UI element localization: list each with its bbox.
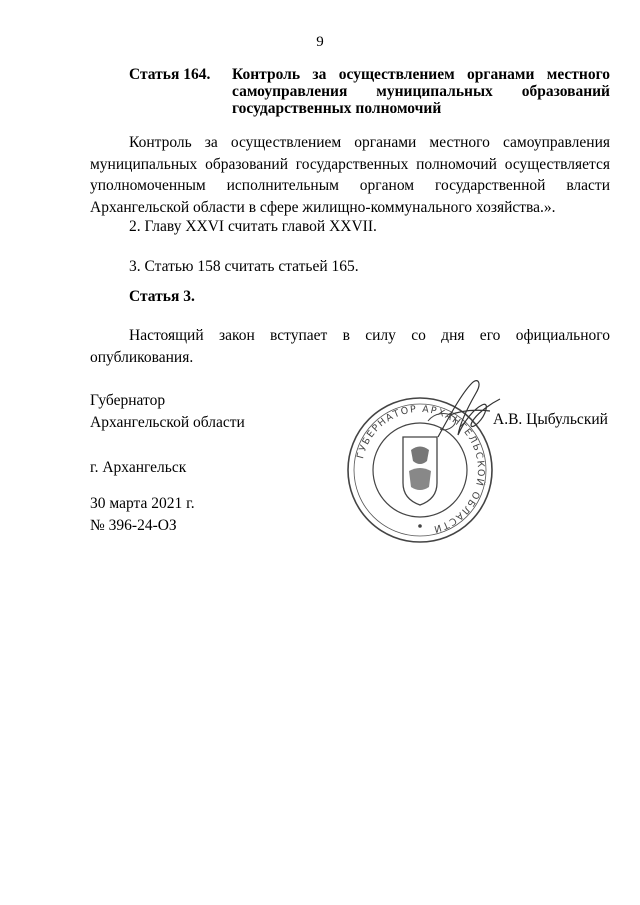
signer-position-line2: Архангельской области [90,413,245,431]
signer-position [90,390,245,433]
date-block [90,493,195,536]
law-number: № 396-24-ОЗ [90,516,177,534]
law-date: 30 марта 2021 г. [90,495,195,512]
article-3-heading: Статья 3. [129,288,195,305]
city: г. Архангельск [90,459,187,476]
signer-name: А.В. Цыбульский [493,411,608,428]
item-2: 2. Главу XXVI считать главой XXVII. [129,218,377,235]
page-number: 9 [316,34,324,50]
handwritten-signature [420,375,510,450]
article-3-text: Настоящий закон вступает в силу со дня его официального опубликования. [90,327,610,366]
signer-position-line1: Губернатор [90,392,166,409]
article-164-title: Контроль за осуществлением органами местного самоуправления муниципальных образований государственных полномочий [232,66,610,117]
article-164-text: Контроль за осуществлением органами местного самоуправления муниципальных образований государственных полномочий осуществляется уполномоченным исполнительным органом государственной власти Архангельской области в сфере жилищно-коммунального хозяйства.». [90,134,610,216]
seal-text: ГУБЕРНАТОР АРХАНГЕЛЬСКОЙ ОБЛАСТИ [355,403,487,535]
article-164-number: Статья 164. [129,66,211,83]
item-3: 3. Статью 158 считать статьей 165. [129,258,359,275]
